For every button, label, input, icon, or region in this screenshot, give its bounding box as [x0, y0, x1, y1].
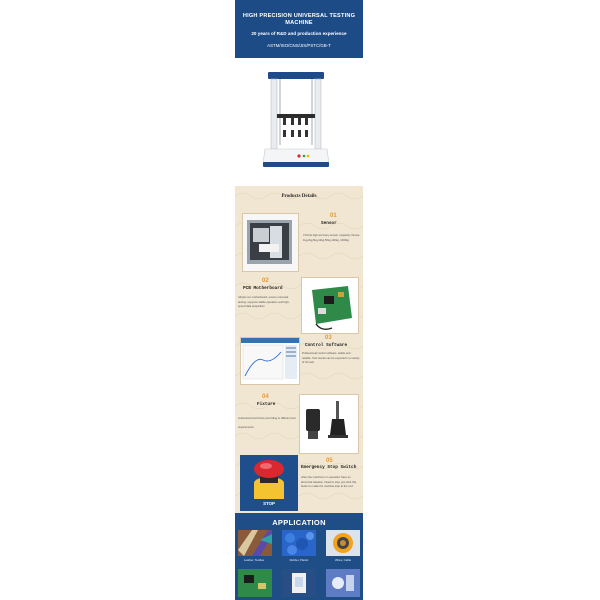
packaging-image	[282, 569, 316, 597]
lab-image	[326, 569, 360, 597]
stop-label: STOP	[263, 501, 275, 506]
sensor-photo	[242, 213, 299, 272]
feature-title-sensor: Sensor	[321, 221, 337, 226]
application-section	[235, 513, 363, 600]
feature-title-software: Control Software	[305, 343, 348, 348]
software-screenshot	[240, 337, 300, 385]
feature-desc-software: Professional control software, stable and reliable. Test results can be exported in a variety of formats	[302, 352, 360, 365]
header-subtitle: 20 years of R&D and production experience	[251, 31, 347, 36]
pcb-photo	[301, 277, 359, 334]
header-title: HIGH PRECISION UNIVERSAL TESTING MACHINE	[242, 13, 356, 26]
application-label-leather: Leather, Textiles	[243, 558, 265, 562]
rubber-plastic-image	[282, 530, 316, 556]
feature-title-fixture: Fixture	[257, 402, 276, 407]
feature-title-emergency-stop: Emergency Stop Switch	[301, 465, 357, 470]
feature-desc-emergency-stop: when the machine is in operation have an abnormal situation. Need to stop, just click this button to make the machine stop at the end	[301, 476, 357, 489]
machine-image	[235, 70, 363, 174]
feature-desc-fixture: customized test fixture according to different test requirements	[238, 417, 296, 429]
feature-num-01: 01	[330, 213, 337, 219]
emergency-stop-photo	[240, 455, 298, 511]
pcb-application-image	[238, 569, 272, 597]
textile-image	[238, 530, 272, 556]
feature-num-02: 02	[262, 278, 269, 284]
feature-desc-pcb: Adopts our motherboard, ensure universal testing, supports stable operation and high-speed data acquisition	[238, 296, 290, 309]
feature-num-04: 04	[262, 394, 269, 400]
application-label-rubber: Rubber, Plastic	[289, 558, 309, 562]
header-banner	[235, 0, 363, 58]
feature-title-pcb: PCB Motherboard	[243, 286, 283, 291]
feature-num-03: 03	[325, 335, 332, 341]
application-label-wires: Wires, Cable	[334, 558, 351, 562]
testing-machine-illustration	[235, 70, 363, 174]
fixture-photo	[299, 394, 359, 454]
application-title: APPLICATION	[272, 518, 326, 527]
wires-cable-image	[326, 530, 360, 556]
header-standards: ASTM/ISO/CNS/JIS/PSTC/GB-T	[267, 43, 331, 48]
details-title: Products Details	[281, 194, 317, 199]
product-details-section	[235, 186, 363, 513]
feature-desc-sensor: 3 Kinds high accuracy sensor. Capacity choose 1kg,2kg,5kg,10kg,50kg,100kg, 1000kg	[303, 234, 360, 242]
feature-num-05: 05	[326, 458, 333, 464]
